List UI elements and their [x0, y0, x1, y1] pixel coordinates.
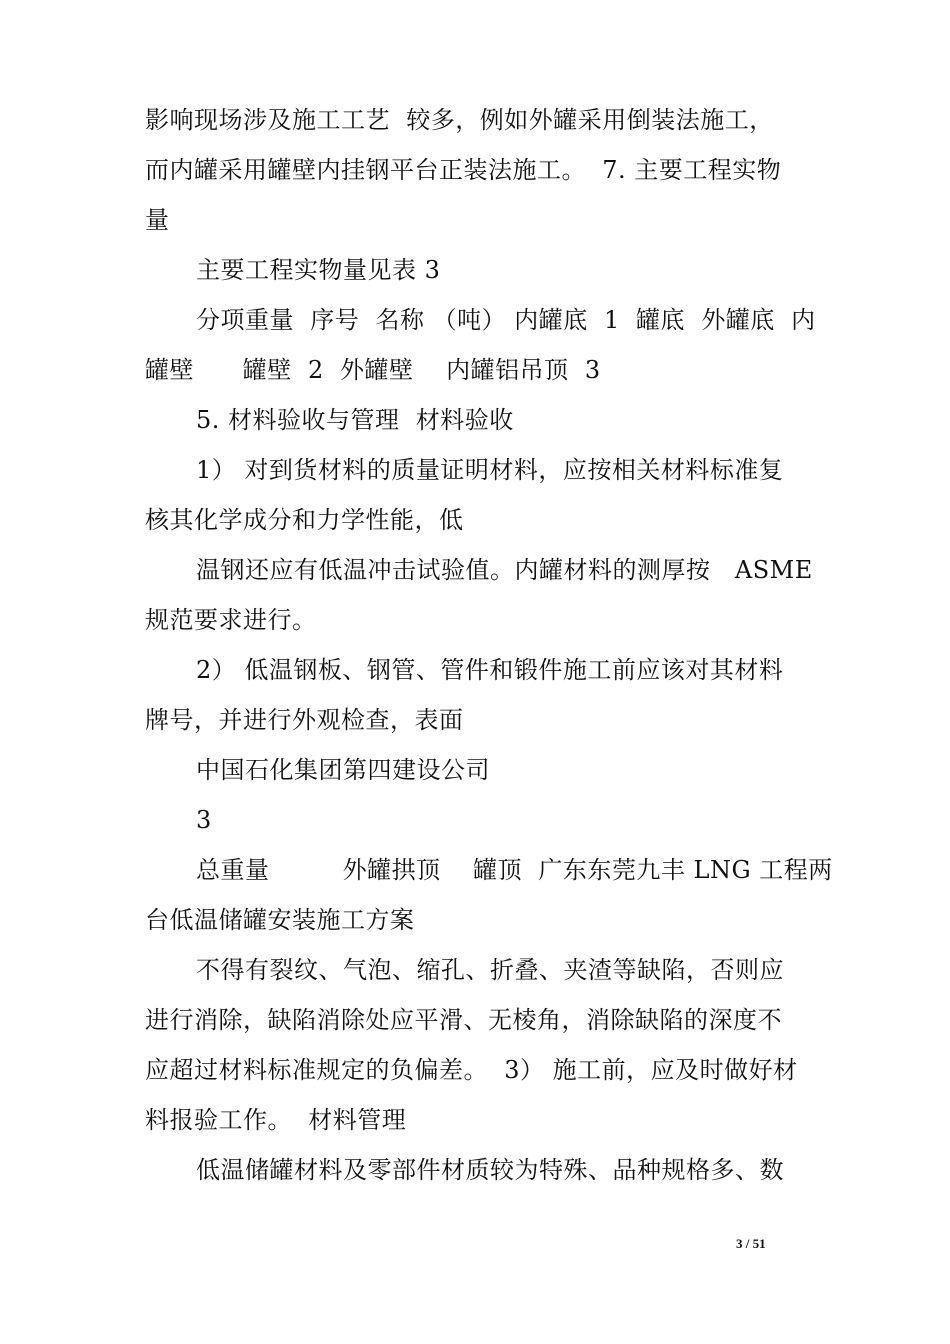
text-line: 主要工程实物量见表 3 [196, 256, 441, 284]
text-line: 1） 对到货材料的质量证明材料，应按相关材料标准复 [196, 456, 784, 484]
text-line: 料报验工作。 材料管理 [145, 1106, 407, 1134]
text-line: 影响现场涉及施工工艺 较多，例如外罐采用倒装法施工， [145, 106, 774, 134]
text-line: 不得有裂纹、气泡、缩孔、折叠、夹渣等缺陷，否则应 [196, 956, 784, 984]
text-line: 而内罐采用罐壁内挂钢平台正装法施工。 7. 主要工程实物 [145, 156, 782, 184]
text-line: 核其化学成分和力学性能，低 [145, 506, 464, 534]
text-line: 台低温储罐安装施工方案 [145, 906, 415, 934]
text-line: 分项重量 序号 名称 （吨） 内罐底 1 罐底 外罐底 内 [196, 306, 816, 334]
text-line: 总重量 外罐拱顶 罐顶 广东东莞九丰 LNG 工程两 [196, 856, 833, 884]
text-line: 规范要求进行。 [145, 606, 317, 634]
text-line: 进行消除，缺陷消除处应平滑、无棱角，消除缺陷的深度不 [145, 1006, 782, 1034]
page-label: 3 [196, 806, 212, 834]
text-line: 量 [145, 206, 170, 234]
section-heading: 5. 材料验收与管理 材料验收 [196, 406, 514, 434]
text-line: 温钢还应有低温冲击试验值。内罐材料的测厚按 ASME [196, 556, 813, 584]
page-number: 3 / 51 [736, 1236, 766, 1251]
company-name: 中国石化集团第四建设公司 [196, 756, 490, 784]
text-line: 罐壁 罐壁 2 外罐壁 内罐铝吊顶 3 [145, 356, 601, 384]
text-line: 2） 低温钢板、钢管、管件和锻件施工前应该对其材料 [196, 656, 784, 684]
text-line: 牌号，并进行外观检查，表面 [145, 706, 464, 734]
text-line: 应超过材料标准规定的负偏差。 3） 施工前，应及时做好材 [145, 1056, 798, 1084]
text-line: 低温储罐材料及零部件材质较为特殊、品种规格多、数 [196, 1156, 784, 1184]
